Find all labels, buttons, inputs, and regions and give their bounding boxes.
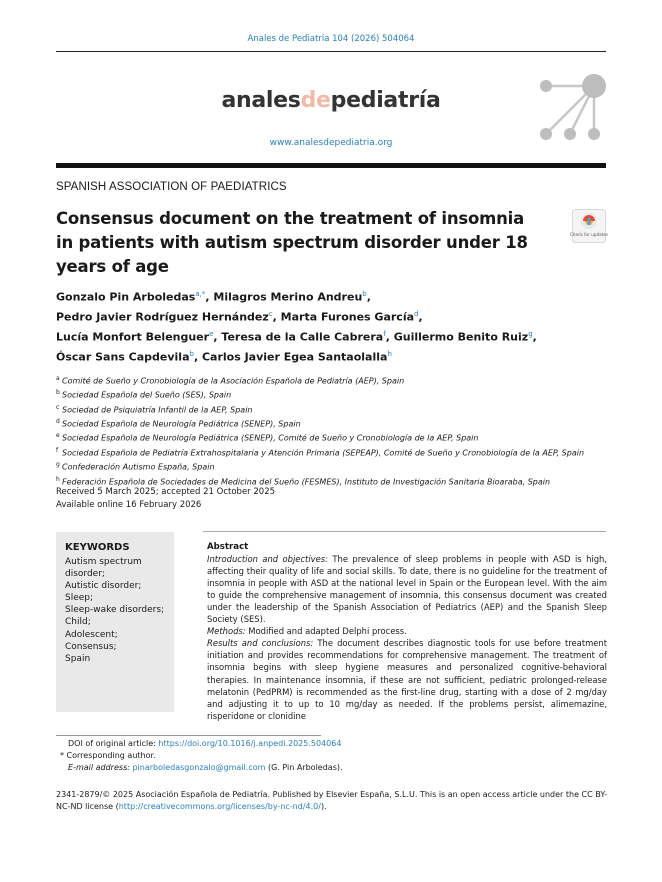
doi-footnote [56, 738, 606, 750]
section-label: SPANISH ASSOCIATION OF PAEDIATRICS [56, 181, 287, 193]
footnotes [56, 738, 606, 775]
author-name: Óscar Sans Capdevila [56, 350, 190, 364]
license-end: ). [320, 802, 327, 812]
author-affiliation-link[interactable]: g [528, 329, 533, 338]
keyword-item: Autistic disorder; [65, 581, 142, 592]
check-updates-label: Check for updates [569, 232, 609, 237]
keyword-item: Sleep-wake disorders; [65, 605, 165, 616]
abstract-intro-label: Introduction and objectives: [207, 554, 328, 565]
header-thick-rule [56, 163, 606, 168]
author-affiliation-link[interactable]: b [189, 349, 194, 358]
author-name: Milagros Merino Andreu [213, 290, 363, 304]
abstract-results-label: Results and conclusions: [207, 638, 314, 649]
affiliation-letter: b [56, 389, 60, 397]
abstract-rule [203, 531, 606, 532]
affiliation-item [56, 402, 616, 416]
affiliation-item [56, 459, 616, 473]
author-name: Lucía Monfort Belenguer [56, 330, 210, 344]
affiliation-item [56, 387, 616, 401]
author-name: Gonzalo Pin Arboledas [56, 290, 196, 304]
abstract-methods-label: Methods: [207, 626, 246, 637]
logo-text-2: de [300, 88, 331, 113]
received-date: Received 5 March 2025; accepted 21 October 2025 [56, 487, 276, 497]
email-suffix: (G. Pin Arboledas). [265, 763, 343, 773]
affiliation-list [56, 373, 616, 488]
abstract-methods [207, 625, 607, 637]
article-dates [56, 486, 275, 511]
affiliation-item [56, 416, 616, 430]
doi-label: DOI of original article: [68, 739, 159, 748]
affiliation-text: Sociedad Española de Neurología Pediátrica (SENEP), Comité de Sueño y Cronobiología de la AEP, Spain [62, 434, 479, 444]
author-separator: , [205, 290, 214, 304]
doi-link[interactable]: https://doi.org/10.1016/j.anpedi.2025.504064 [158, 739, 342, 748]
abstract-results-text: The document describes diagnostic tools for use before treatment initiation and provides recommendations for comprehensive management. The treatment of insomnia begins with sleep hygiene measures and personalized cognitive-behavioral therapies. In maintenance insomnia, if these are not sufficient, pediatric prolonged-release melatonin (PedPRM) is recommended as the first-line drug, starting with a dose of 2 mg/day and adjusting it to up to 10 mg/day as needed. If the problems persist, alimemazine, risperidone or clonidine [207, 638, 608, 721]
keywords-title: KEYWORDS [65, 542, 130, 553]
keyword-item: Consensus; [65, 641, 117, 652]
author-name: Teresa de la Calle Cabrera [221, 330, 384, 344]
author-line [56, 286, 606, 306]
affiliation-item [56, 430, 616, 444]
keywords-list [65, 556, 170, 665]
author-affiliation-link[interactable]: b [362, 290, 367, 298]
affiliation-text: Sociedad Española de Pediatría Extrahospitalaria y Atención Primaria (SEPEAP), Comité de Sueño y Cronobiología de la AEP, Spain [62, 448, 585, 458]
affiliation-letter: d [56, 418, 60, 426]
affiliation-item [56, 373, 616, 387]
affiliation-text: Comité de Sueño y Cronobiología de la Asociación Española de Pediatría (AEP), Spain [62, 376, 405, 386]
journal-website-link[interactable]: www.analesdepediatria.org [269, 138, 393, 148]
keyword-item: Spain [65, 653, 91, 664]
keyword-item: Child; [65, 617, 91, 628]
logo-text-3: pediatría [330, 88, 441, 113]
keyword-item: Sleep; [65, 593, 94, 604]
abstract-heading: Abstract [207, 542, 249, 552]
author-affiliation-link[interactable]: d [414, 309, 419, 318]
check-for-updates-icon[interactable] [569, 209, 609, 243]
author-name: Guillermo Benito Ruiz [393, 330, 529, 344]
email-label: E-mail address: [68, 763, 133, 773]
journal-reference[interactable]: Anales de Pediatría 104 (2026) 504064 [247, 34, 415, 44]
abstract-results [207, 637, 607, 721]
keyword-item: Autism spectrum [65, 557, 142, 567]
article-title: Consensus document on the treatment of insomnia in patients with autism spectrum disorder under 18 years of age [56, 209, 528, 276]
network-logo-icon [534, 68, 610, 144]
abstract [207, 541, 607, 722]
affiliation-letter: a [56, 375, 60, 382]
header-rule [56, 51, 606, 52]
keyword-item: disorder; [65, 569, 105, 580]
abstract-methods-text: Modified and adapted Delphi process. [245, 626, 407, 637]
affiliation-letter: f [56, 446, 59, 454]
affiliation-letter: h [56, 475, 60, 483]
affiliation-text: Sociedad de Psiquiatría Infantil de la AEP, Spain [62, 405, 253, 415]
author-affiliation-link[interactable]: e [209, 329, 214, 338]
affiliation-text: Sociedad Española del Sueño (SES), Spain [62, 391, 232, 401]
author-separator: , [193, 350, 202, 364]
author-affiliation-link[interactable]: c [268, 309, 273, 318]
affiliation-text: Federación Española de Sociedades de Medicina del Sueño (FESMES), Instituto de Investigación Sanitaria Bioaraba, Spain [62, 477, 551, 487]
available-date: Available online 16 February 2026 [56, 499, 202, 510]
affiliation-text: Sociedad Española de Neurología Pediátrica (SENEP), Spain [62, 419, 301, 429]
affiliation-letter: e [56, 432, 60, 440]
abstract-introduction [207, 553, 607, 625]
author-affiliation-link[interactable]: h [387, 349, 392, 358]
author-separator: , [213, 330, 222, 344]
affiliation-text: Confederación Autismo España, Spain [62, 462, 215, 472]
affiliation-letter: g [56, 461, 60, 469]
author-separator: , [272, 310, 281, 324]
author-separator: , [418, 310, 423, 324]
author-line [56, 326, 606, 346]
license-statement [56, 789, 608, 813]
footnote-rule [56, 735, 321, 736]
logo-text-1: anales [221, 88, 301, 113]
author-name: Carlos Javier Egea Santaolalla [201, 350, 388, 364]
author-list [56, 286, 606, 366]
author-line [56, 346, 606, 366]
license-link[interactable]: http://creativecommons.org/licenses/by-nc-nd/4.0/ [118, 802, 321, 812]
affiliation-letter: c [56, 403, 60, 411]
author-separator: , [366, 290, 371, 304]
keyword-item: Adolescent; [65, 629, 118, 640]
author-name: Marta Furones García [280, 310, 415, 324]
author-line [56, 306, 606, 326]
author-separator: , [385, 330, 394, 344]
author-separator: , [532, 330, 537, 344]
license-text: 2341-2879/© 2025 Asociación Española de Pediatría. Published by Elsevier España, S.L.U. This is an open access article under the CC BY-NC-ND license ( [56, 790, 608, 812]
abstract-intro-text: The prevalence of sleep problems in people with ASD is high, affecting their quality of life and social skills. To date, there is no guideline for the treatment of insomnia in people with ASD at the national level in Spain or the European level. With the aim to guide the comprehensive management of insomnia, this consensus document was created under the leadership of the Spanish Association of Pediatrics (AEP) and the Spanish Sleep Society (SES). [207, 554, 607, 625]
author-affiliation-link[interactable]: f [383, 329, 386, 338]
corresponding-author-note: * Corresponding author. [60, 751, 156, 761]
email-footnote [56, 762, 606, 774]
author-name: Pedro Javier Rodríguez Hernández [56, 310, 269, 324]
author-affiliation-link[interactable]: a,* [195, 290, 206, 298]
affiliation-item [56, 445, 616, 459]
email-link[interactable]: pinarboledasgonzalo@gmail.com [132, 763, 266, 773]
